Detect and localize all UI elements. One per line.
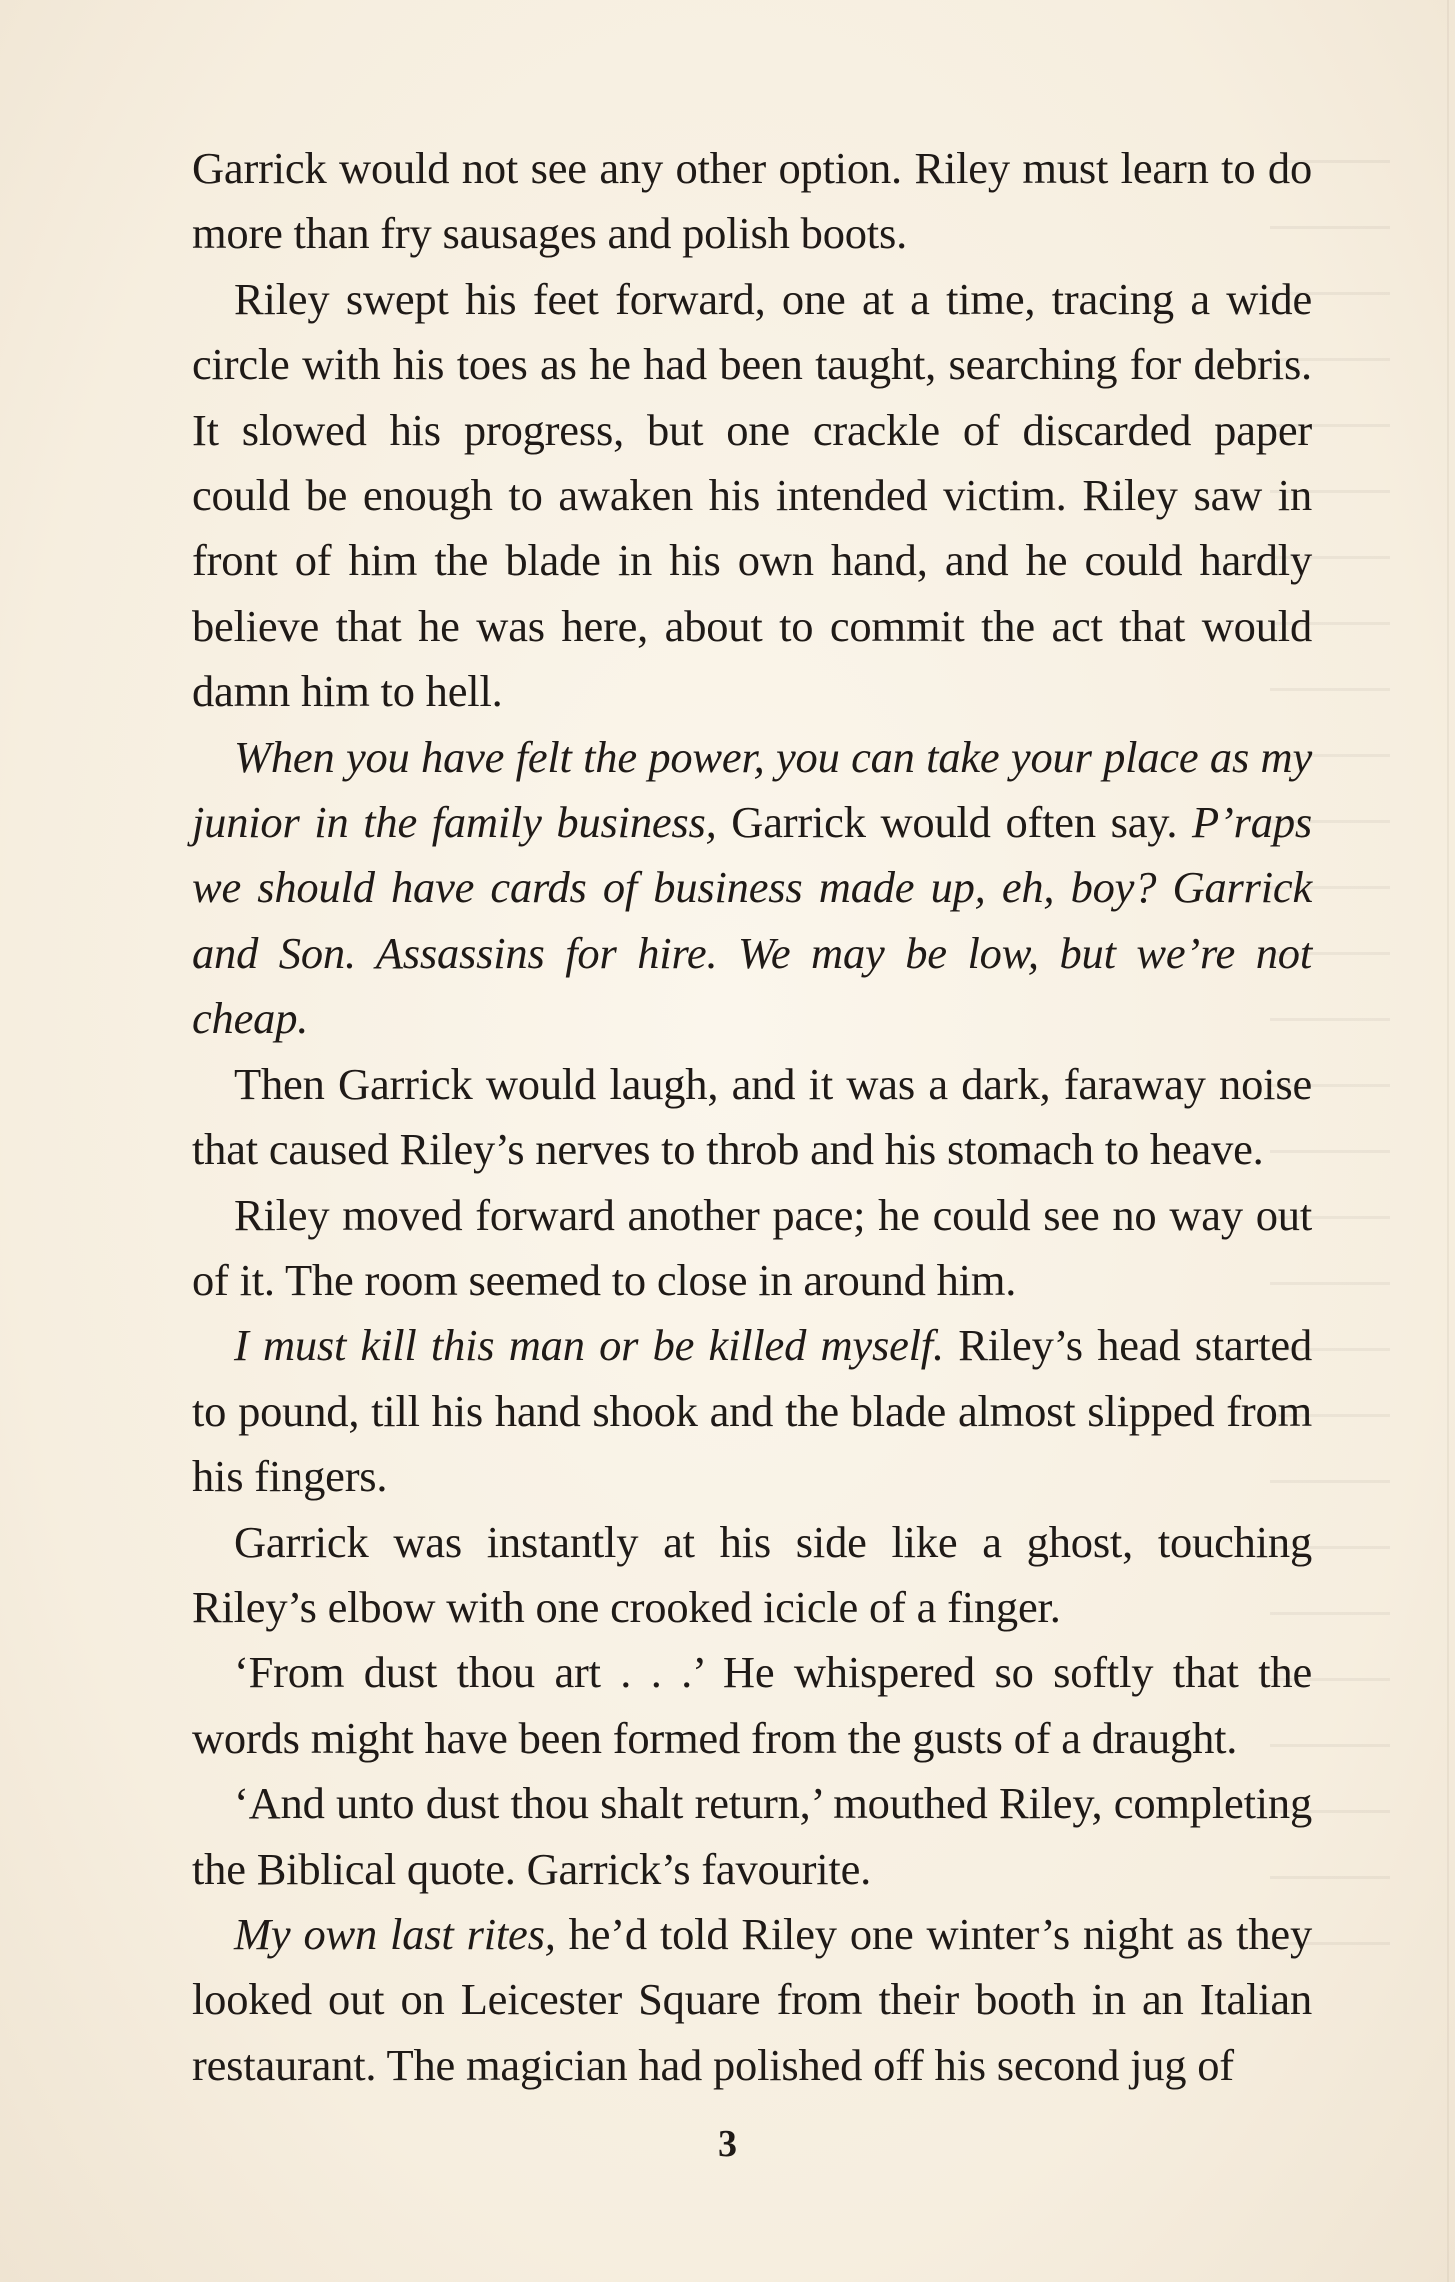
text-run: Riley’s head started to pound, till his hand shook and the blade almost slipped from his fingers. <box>192 1320 1312 1502</box>
italic-text-run: When you have felt the power, you can take your place as my junior in the family business, <box>192 731 1312 848</box>
paragraph <box>192 1640 1312 1771</box>
paragraph <box>192 1052 1312 1183</box>
body-text <box>192 136 1312 2098</box>
text-run: Garrick would often say. <box>716 797 1193 848</box>
text-run: ‘From dust thou art . . .’ He whispered so softly that the words might have been formed from the gusts of a draught. <box>192 1647 1312 1763</box>
text-run: Then Garrick would laugh, and it was a dark, faraway noise that caused Riley’s nerves to throb and his stomach to heave. <box>192 1058 1312 1175</box>
page-number: 3 <box>718 2123 737 2165</box>
italic-text-run: P’raps we should have cards of business made up, eh, boy? Garrick and Son. Assassins for hire. We may be low, but we’re not cheap. <box>192 797 1312 1044</box>
paragraph <box>192 1771 1312 1902</box>
text-run: he’d told Riley one winter’s night as they looked out on Leicester Square from their booth in an Italian restaurant. The magician had polished off his second jug of <box>192 1908 1312 2090</box>
paragraph <box>192 725 1312 1052</box>
paragraph <box>192 1313 1312 1509</box>
text-run: ‘And unto dust thou shalt return,’ mouthed Riley, completing the Biblical quote. Garrick’s favourite. <box>192 1778 1312 1894</box>
italic-text-run: My own last rites, <box>234 1908 556 1959</box>
paragraph <box>192 136 1312 267</box>
paragraph <box>192 267 1312 725</box>
text-run: Garrick would not see any other option. Riley must learn to do more than fry sausages and polish boots. <box>192 143 1312 259</box>
text-run: Riley moved forward another pace; he could see no way out of it. The room seemed to close in around him. <box>192 1189 1312 1305</box>
paragraph <box>192 1183 1312 1314</box>
text-run: Garrick was instantly at his side like a ghost, touching Riley’s elbow with one crooked icicle of a finger. <box>192 1516 1312 1632</box>
paragraph <box>192 1902 1312 2098</box>
paragraph <box>192 1510 1312 1641</box>
text-run: Riley swept his feet forward, one at a time, tracing a wide circle with his toes as he had been taught, searching for debris. It slowed his progress, but one crackle of discarded paper could be enough to awaken his intended victim. Riley saw in front of him the blade in his own hand, and he could hardly believe that he was here, about to commit the act that would damn him to hell. <box>192 273 1312 717</box>
page-edge <box>1447 0 1449 2282</box>
italic-text-run: I must kill this man or be killed myself. <box>234 1320 944 1371</box>
